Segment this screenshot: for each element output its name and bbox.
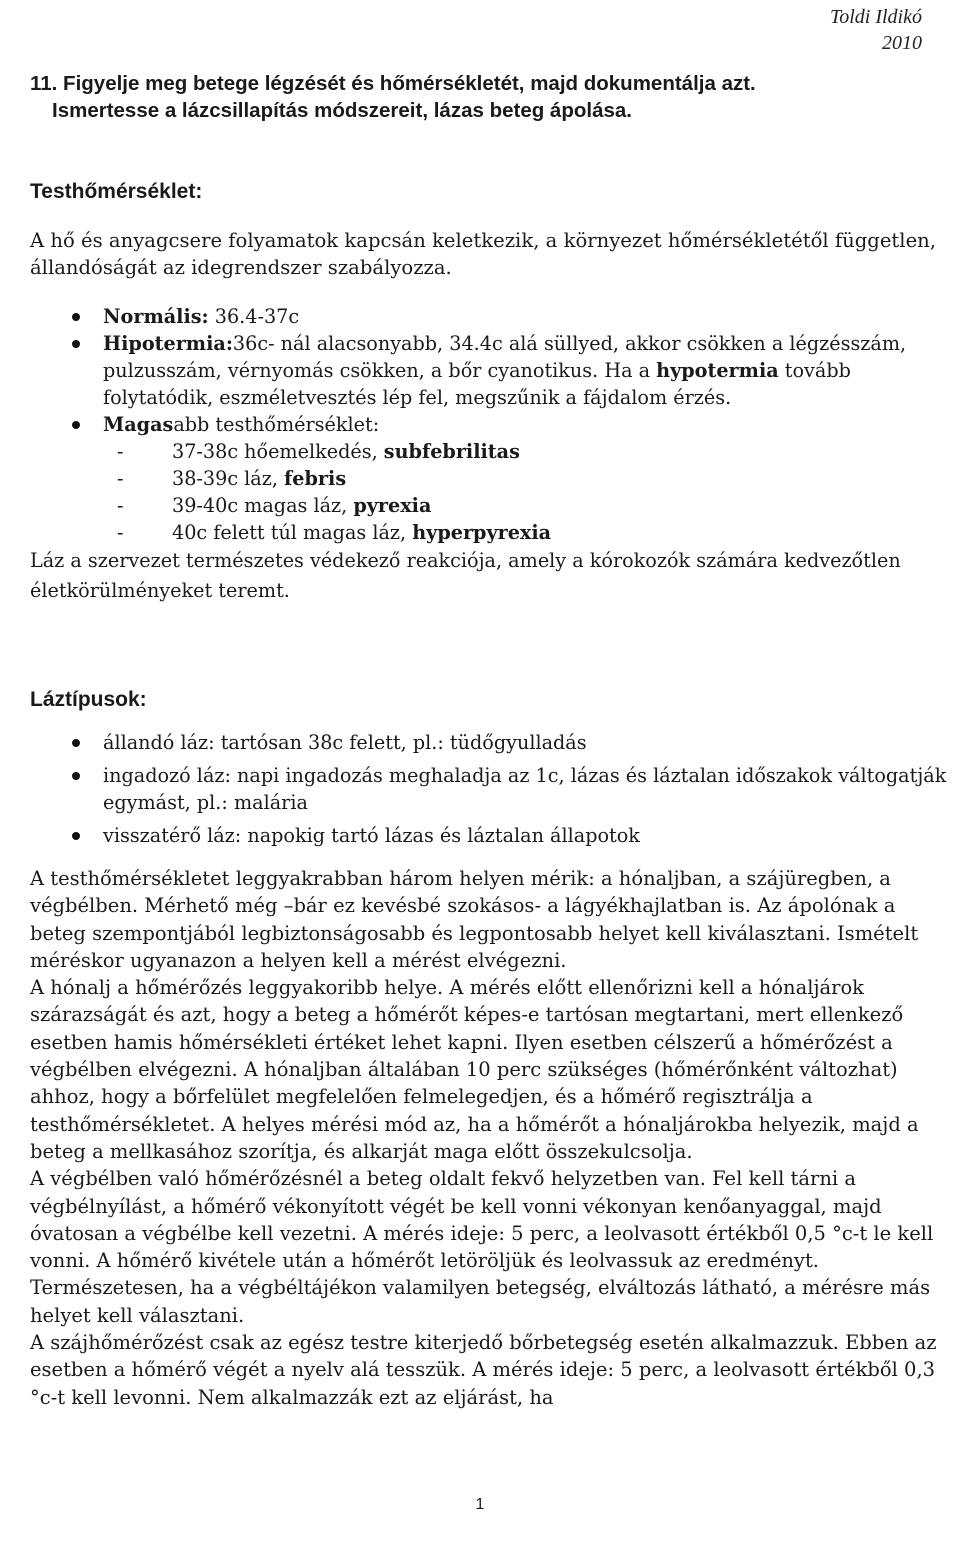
fever-grade-text: 40c felett túl magas láz, [172, 521, 413, 544]
hypothermia-label: Hipotermia: [103, 332, 233, 355]
list-item [30, 822, 950, 849]
section-heading-fever-types: Láztípusok: [30, 688, 147, 711]
dash-symbol: - [117, 440, 124, 463]
fever-types-list [30, 729, 950, 849]
page-header [830, 4, 922, 56]
high-temperature-label: Magas [103, 413, 174, 436]
measurement-text [30, 865, 950, 1411]
bullet-icon [72, 340, 80, 348]
header-author: Toldi Ildikó [829, 6, 922, 28]
page-number: 1 [475, 1496, 485, 1513]
temperature-intro: A hő és anyagcsere folyamatok kapcsán keletkezik, a környezet hőmérsékletétől független, állandóságát az idegrendszer szabályozza. [30, 229, 937, 279]
section-heading-temperature: Testhőmérséklet: [30, 180, 203, 203]
list-item-normal [30, 303, 950, 330]
paragraph-oral: A szájhőmérőzést csak az egész testre kiterjedő bőrbetegség esetén alkalmazzuk. Ebben az esetben a hőmérő végét a nyelv alá tesszük. A mérés ideje: 5 perc, a leolvasott értékből 0,3 °c-t kell levonni. Nem alkalmazzák ezt az eljárást, ha [30, 1331, 937, 1409]
bullet-icon [72, 772, 80, 780]
fever-grades [30, 438, 950, 546]
section-body-temperature [30, 178, 950, 606]
fever-type-text: állandó láz: tartósan 38c felett, pl.: tüdőgyulladás [103, 731, 587, 754]
list-item [30, 762, 950, 816]
list-item-hypothermia [30, 330, 950, 411]
bullet-icon [72, 421, 80, 429]
high-temperature-text: abb testhőmérséklet: [173, 413, 380, 436]
bullet-icon [72, 313, 80, 321]
title-line-1: 11. Figyelje meg betege légzését és hőmérsékletét, majd dokumentálja azt. [30, 72, 756, 95]
title-line-2: Ismertesse a lázcsillapítás módszereit, lázas beteg ápolása. [52, 99, 632, 122]
fever-grade-item [30, 465, 950, 492]
hypothermia-text-2: tovább folytatódik, eszméletvesztés lép fel, megszűnik a fájdalom érzés. [103, 359, 851, 409]
fever-definition: Láz a szervezet természetes védekező reakciója, amely a kórokozók számára kedvezőtlen életkörülményeket teremt. [30, 549, 901, 602]
fever-grade-term: febris [284, 467, 347, 490]
section-fever-types [30, 686, 950, 849]
list-item [30, 729, 950, 756]
fever-type-text: ingadozó láz: napi ingadozás meghaladja az 1c, lázas és láztalan időszakok váltogatják egymást, pl.: malária [103, 764, 947, 814]
dash-symbol: - [117, 467, 124, 490]
fever-grade-term: pyrexia [353, 494, 432, 517]
temperature-list [30, 303, 950, 438]
paragraph-rectal: A végbélben való hőmérőzésnél a beteg oldalt fekvő helyzetben van. Fel kell tárni a végbélnyílást, a hőmérő vékonyított végét be kell vonni vékonyan kenőanyaggal, majd óvatosan a végbélbe kell vezetni. A mérés ideje: 5 perc, a leolvasott értékből 0,5 °c-t le kell vonni. A hőmérő kivétele után a hőmérőt letöröljük és leolvassuk az eredményt. Természetesen, ha a végbéltájékon valamilyen betegség, elváltozás látható, a mérésre más helyet kell választani. [30, 1167, 934, 1327]
list-item-high-temperature [30, 411, 950, 438]
header-year: 2010 [882, 32, 922, 54]
bullet-icon [72, 832, 80, 840]
question-title [30, 70, 930, 124]
hypothermia-term: hypotermia [656, 359, 779, 382]
fever-grade-text: 37-38c hőemelkedés, [172, 440, 384, 463]
fever-grade-item [30, 438, 950, 465]
fever-grade-item [30, 519, 950, 546]
hypothermia-text: 36c- nál alacsonyabb, 34.4c alá süllyed, akkor csökken a légzésszám, pulzusszám, vérnyomás csökken, a bőr cyanotikus. Ha a [103, 332, 907, 382]
normal-label: Normális: [103, 305, 209, 328]
paragraph-measurement-sites: A testhőmérsékletet leggyakrabban három helyen mérik: a hónaljban, a szájüregben, a végbélben. Mérhető még –bár ez kevésbé szokásos- a lágyékhajlatban is. Az ápolónak a beteg szempontjából legbiztonságosabb és legpontosabb helyet kell kiválasztani. Ismételt méréskor ugyanazon a helyen kell a mérést elvégezni. [30, 867, 919, 972]
fever-grade-term: subfebrilitas [383, 440, 520, 463]
fever-grade-item [30, 492, 950, 519]
dash-symbol: - [117, 521, 124, 544]
fever-grade-text: 38-39c láz, [172, 467, 285, 490]
fever-grade-text: 39-40c magas láz, [172, 494, 354, 517]
dash-symbol: - [117, 494, 124, 517]
bullet-icon [72, 739, 80, 747]
fever-grade-term: hyperpyrexia [412, 521, 552, 544]
normal-value: 36.4-37c [208, 305, 300, 328]
fever-type-text: visszatérő láz: napokig tartó lázas és láztalan állapotok [103, 824, 640, 847]
paragraph-axillary: A hónalj a hőmérőzés leggyakoribb helye. A mérés előtt ellenőrizni kell a hónaljárok szárazságát és azt, hogy a beteg a hőmérőt képes-e tartósan megtartani, mert ellenkező esetben hamis hőmérsékleti értéket lehet kapni. Ilyen esetben célszerű a hőmérőzést a végbélben elvégezni. A hónaljban általában 10 perc szükséges (hőmérőnként változhat) ahhoz, hogy a bőrfelület megfelelően felmelegedjen, és a hőmérő regisztrálja a testhőmérsékletet. A helyes mérési mód az, ha a hőmérőt a hónaljárokba helyezik, majd a beteg a mellkasához szorítja, és alkarját maga előtt összekulcsolja. [30, 976, 919, 1163]
